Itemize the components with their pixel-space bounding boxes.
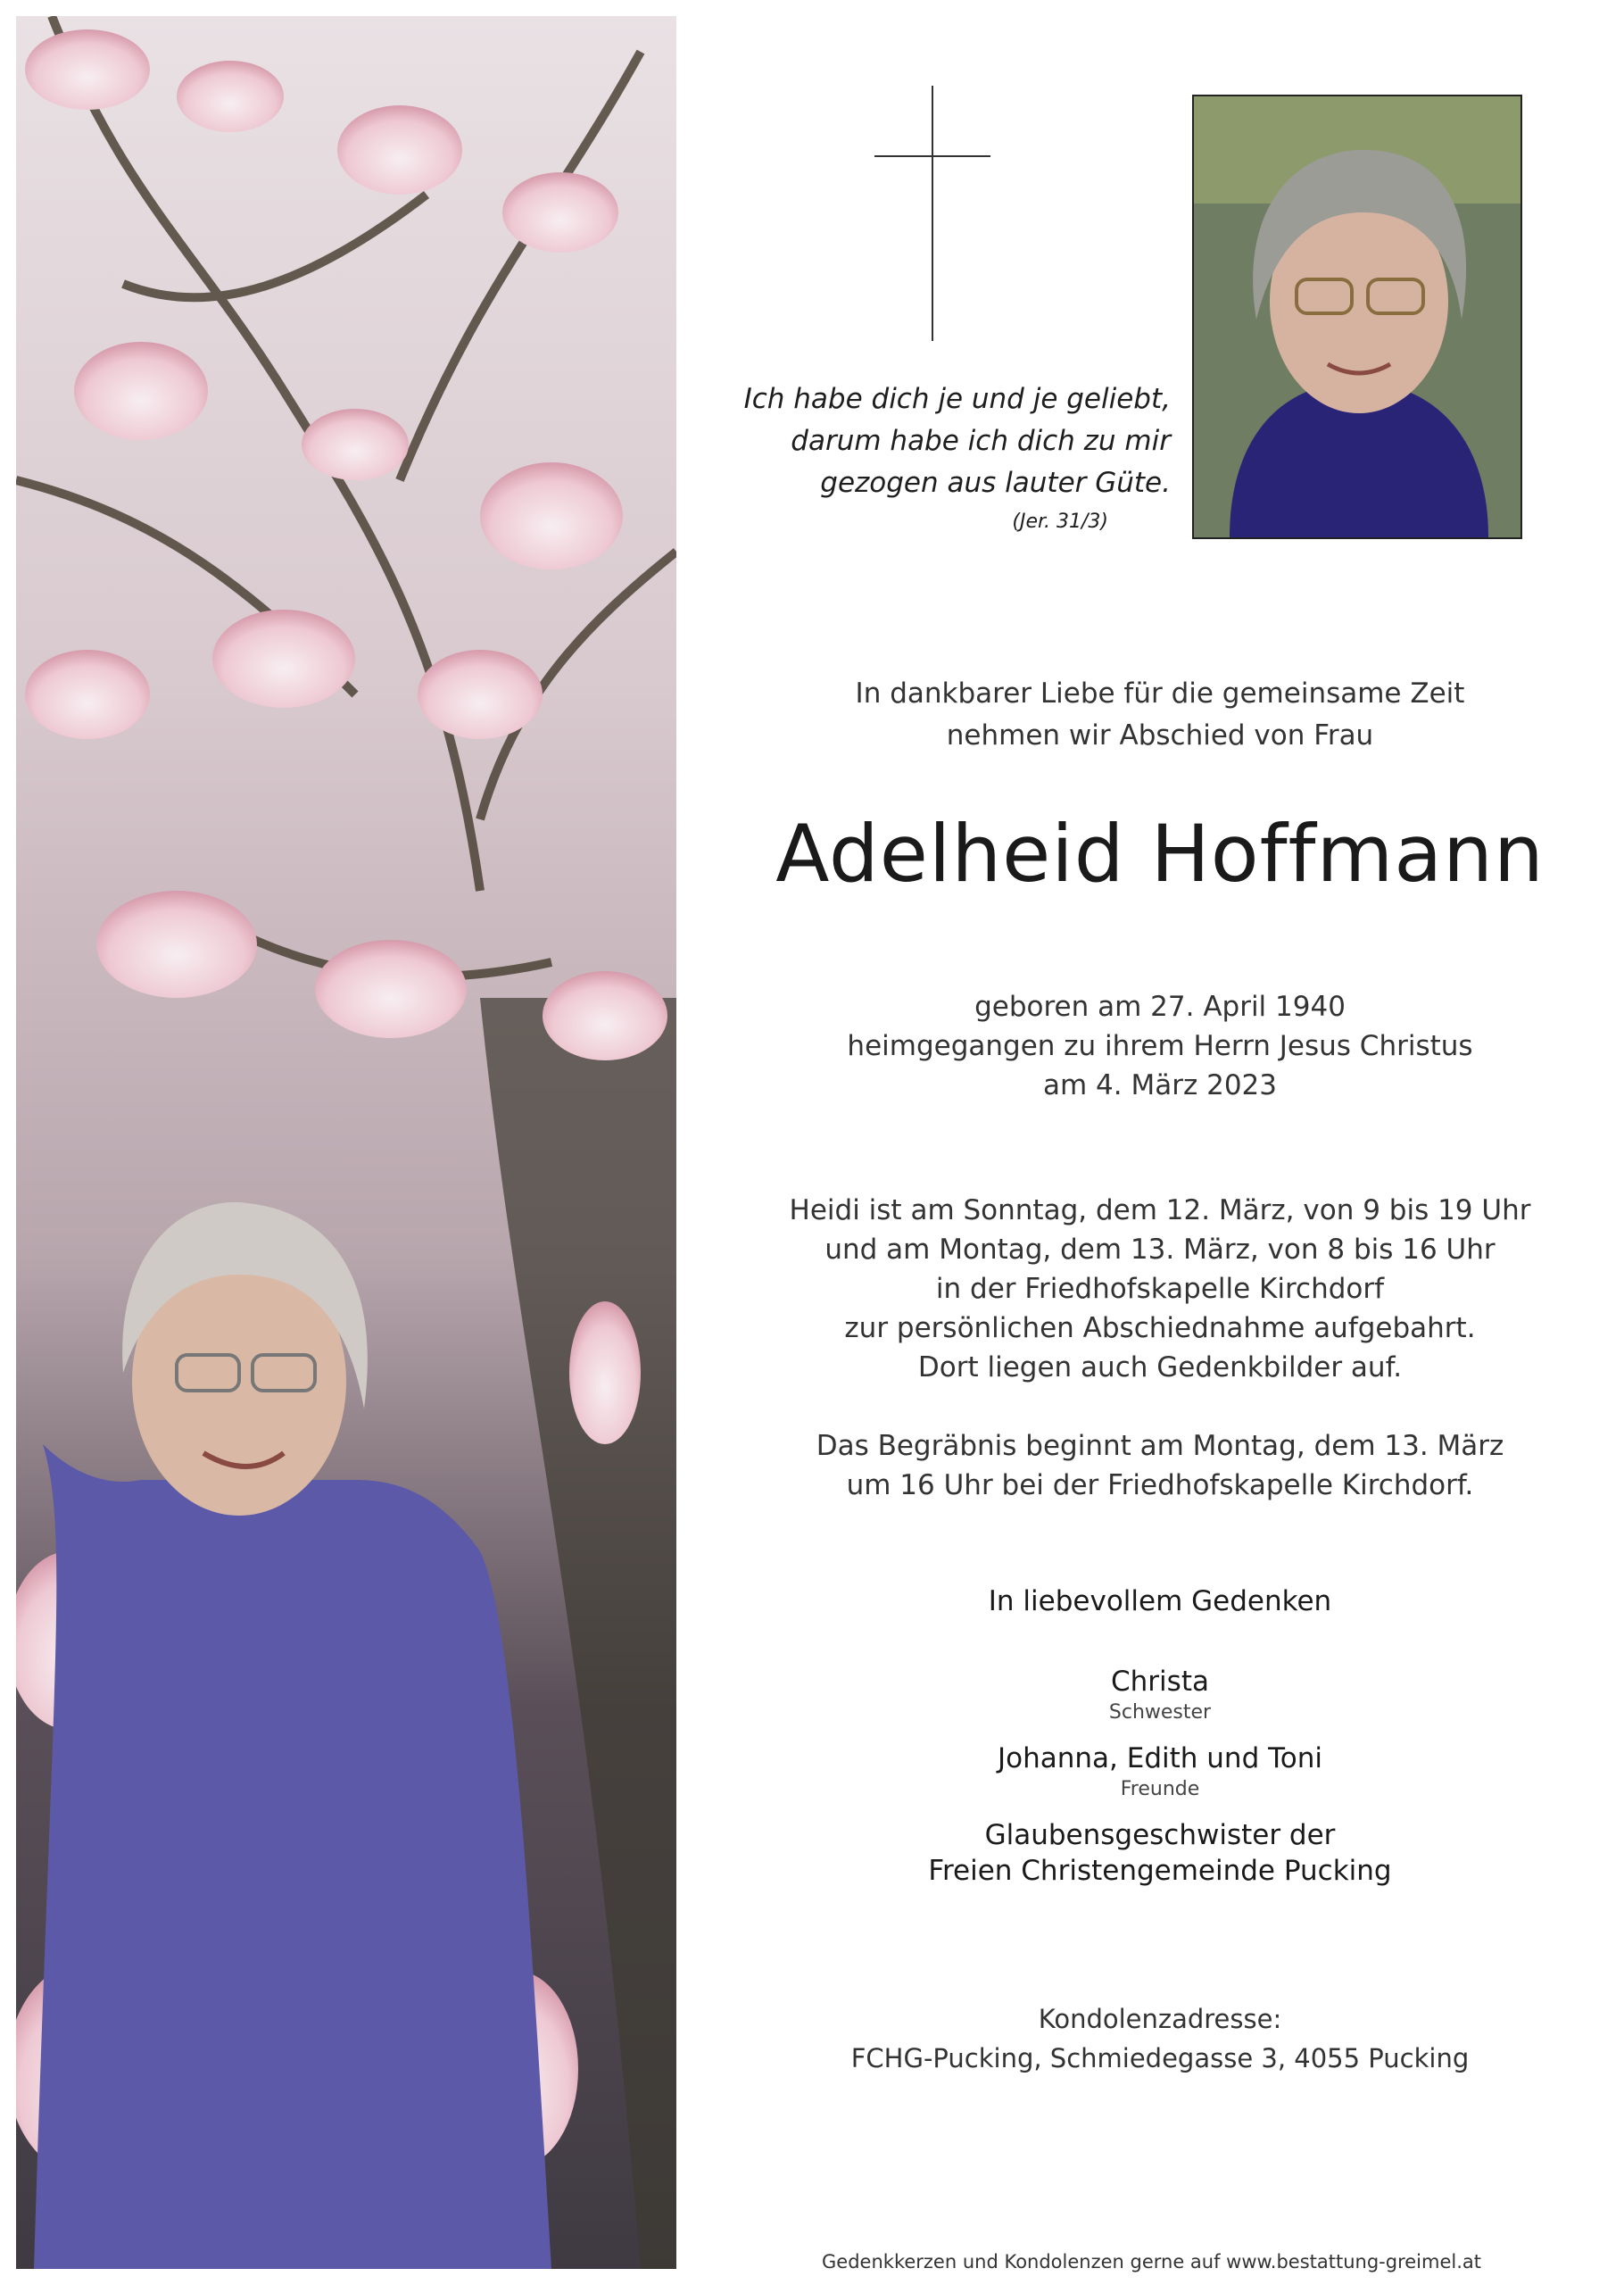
mourner-name: Christa [1111, 1666, 1209, 1698]
mourner-relation: Freunde [1120, 1778, 1200, 1800]
deceased-name: Adelheid Hoffmann [775, 808, 1545, 900]
community-line: Freien Christengemeinde Pucking [928, 1855, 1392, 1887]
verse-line: gezogen aus lauter Güte. [820, 467, 1171, 499]
notice-line: Dort liegen auch Gedenkbilder auf. [917, 1351, 1403, 1383]
birth-date: geboren am 27. April 1940 [974, 991, 1346, 1023]
viewing-notice [750, 1191, 1570, 1387]
memorial-side-photo [16, 16, 676, 2269]
burial-line: Das Begräbnis beginnt am Montag, dem 13. März [816, 1430, 1504, 1462]
passed-text: heimgegangen zu ihrem Herrn Jesus Christus [847, 1030, 1473, 1062]
condolence-label: Kondolenzadresse: [1038, 2004, 1282, 2034]
mourner-name: Johanna, Edith und Toni [997, 1742, 1322, 1774]
notice-line: und am Montag, dem 13. März, von 8 bis 16 Uhr [824, 1234, 1496, 1266]
cross-vertical-bar [932, 86, 933, 341]
burial-line: um 16 Uhr bei der Friedhofskapelle Kirchdorf. [846, 1469, 1474, 1501]
memory-heading: In liebevollem Gedenken [988, 1585, 1332, 1617]
intro-text [750, 673, 1570, 757]
verse-reference: (Jer. 31/3) [1012, 511, 1108, 533]
cross-horizontal-bar [874, 155, 990, 157]
verse-line: darum habe ich dich zu mir [791, 425, 1171, 457]
intro-line: nehmen wir Abschied von Frau [946, 719, 1374, 752]
notice-line: in der Friedhofskapelle Kirchdorf [935, 1273, 1385, 1305]
burial-notice [750, 1426, 1570, 1505]
portrait-photo [1192, 95, 1522, 539]
verse-line: Ich habe dich je und je geliebt, [743, 383, 1171, 415]
life-dates [750, 987, 1570, 1105]
cross-icon [874, 86, 990, 341]
passed-date: am 4. März 2023 [1043, 1069, 1277, 1101]
intro-line: In dankbarer Liebe für die gemeinsame Zeit [855, 677, 1465, 710]
portrait-illustration [1194, 96, 1520, 537]
notice-line: zur persönlichen Abschiednahme aufgebahrt. [844, 1312, 1476, 1344]
mourner-relation: Schwester [1108, 1701, 1212, 1724]
mourners-list [750, 1664, 1570, 1889]
condolence-address [750, 1999, 1570, 2078]
community-line: Glaubensgeschwister der [984, 1819, 1336, 1851]
side-photo-illustration [16, 16, 676, 2269]
condolence-address-line: FCHG-Pucking, Schmiedegasse 3, 4055 Pucking [850, 2043, 1470, 2073]
bible-verse [696, 378, 1171, 540]
footer-note: Gedenkkerzen und Kondolenzen gerne auf www.bestattung-greimel.at [822, 2251, 1481, 2273]
notice-line: Heidi ist am Sonntag, dem 12. März, von 9 bis 19 Uhr [789, 1194, 1531, 1226]
